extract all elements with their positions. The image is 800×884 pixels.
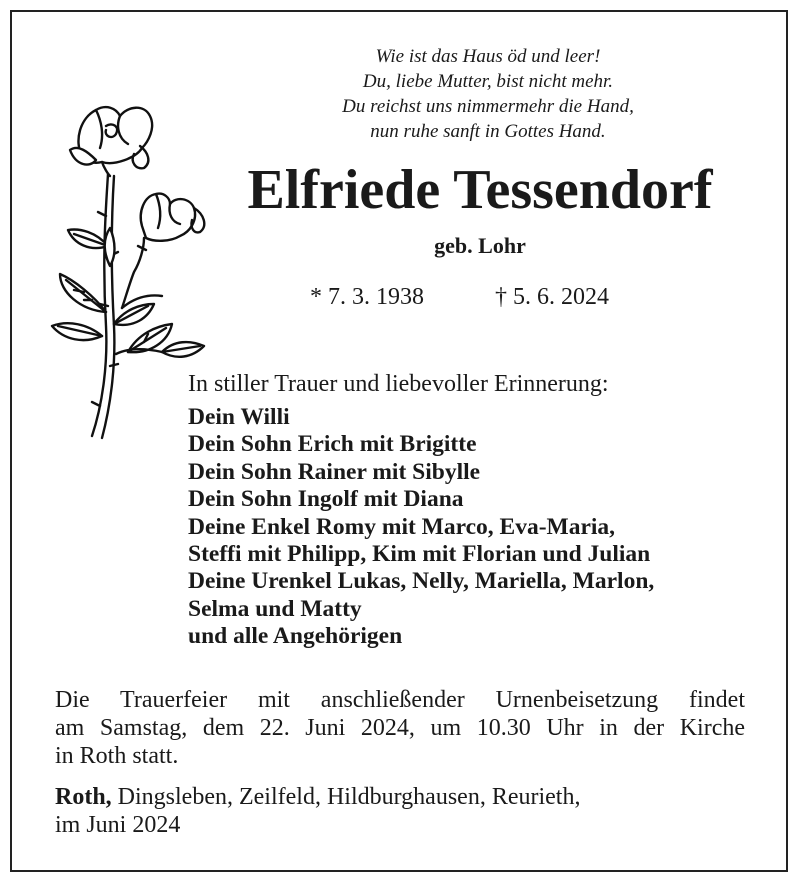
notice-date: im Juni 2024 bbox=[55, 812, 181, 838]
mourning-intro: In stiller Trauer und liebevoller Erinnerung: bbox=[188, 371, 609, 397]
poem-line: Du, liebe Mutter, bist nicht mehr. bbox=[362, 71, 614, 92]
other-places: Dingsleben, Zeilfeld, Hildburghausen, Reurieth, bbox=[111, 784, 581, 810]
ceremony-line: Die Trauerfeier mit anschließender Urnenbeisetzung findet bbox=[55, 687, 745, 713]
rose-icon bbox=[44, 96, 209, 451]
mourner-line: Dein Willi bbox=[188, 404, 290, 430]
death-date: † 5. 6. 2024 bbox=[495, 284, 609, 310]
mourner-line: Dein Sohn Ingolf mit Diana bbox=[188, 486, 464, 513]
birth-date: * 7. 3. 1938 bbox=[310, 284, 424, 310]
mourner-line: Dein Sohn Rainer mit Sibylle bbox=[188, 458, 481, 485]
poem-line: nun ruhe sanft in Gottes Hand. bbox=[370, 121, 606, 142]
places-line bbox=[55, 783, 580, 811]
main-place: Roth, bbox=[55, 784, 112, 810]
poem bbox=[238, 44, 738, 144]
mourner-line: Deine Enkel Romy mit Marco, Eva-Maria, bbox=[188, 513, 616, 540]
ceremony-line: am Samstag, dem 22. Juni 2024, um 10.30 Uhr in der Kirche bbox=[55, 715, 745, 741]
maiden-name: geb. Lohr bbox=[434, 233, 526, 258]
mourner-line: Deine Urenkel Lukas, Nelly, Mariella, Marlon, bbox=[188, 568, 655, 595]
ceremony-info bbox=[55, 686, 745, 770]
mourners-list bbox=[188, 404, 654, 651]
ceremony-line: in Roth statt. bbox=[55, 743, 179, 769]
mourner-line: Steffi mit Philipp, Kim mit Florian und Julian bbox=[188, 541, 651, 568]
mourner-line: und alle Angehörigen bbox=[188, 623, 403, 650]
poem-line: Wie ist das Haus öd und leer! bbox=[375, 46, 601, 67]
deceased-name: Elfriede Tessendorf bbox=[247, 159, 713, 221]
poem-line: Du reichst uns nimmermehr die Hand, bbox=[342, 96, 634, 117]
places-block bbox=[55, 783, 580, 839]
mourner-line: Dein Sohn Erich mit Brigitte bbox=[188, 431, 477, 458]
mourner-line: Selma und Matty bbox=[188, 595, 362, 622]
